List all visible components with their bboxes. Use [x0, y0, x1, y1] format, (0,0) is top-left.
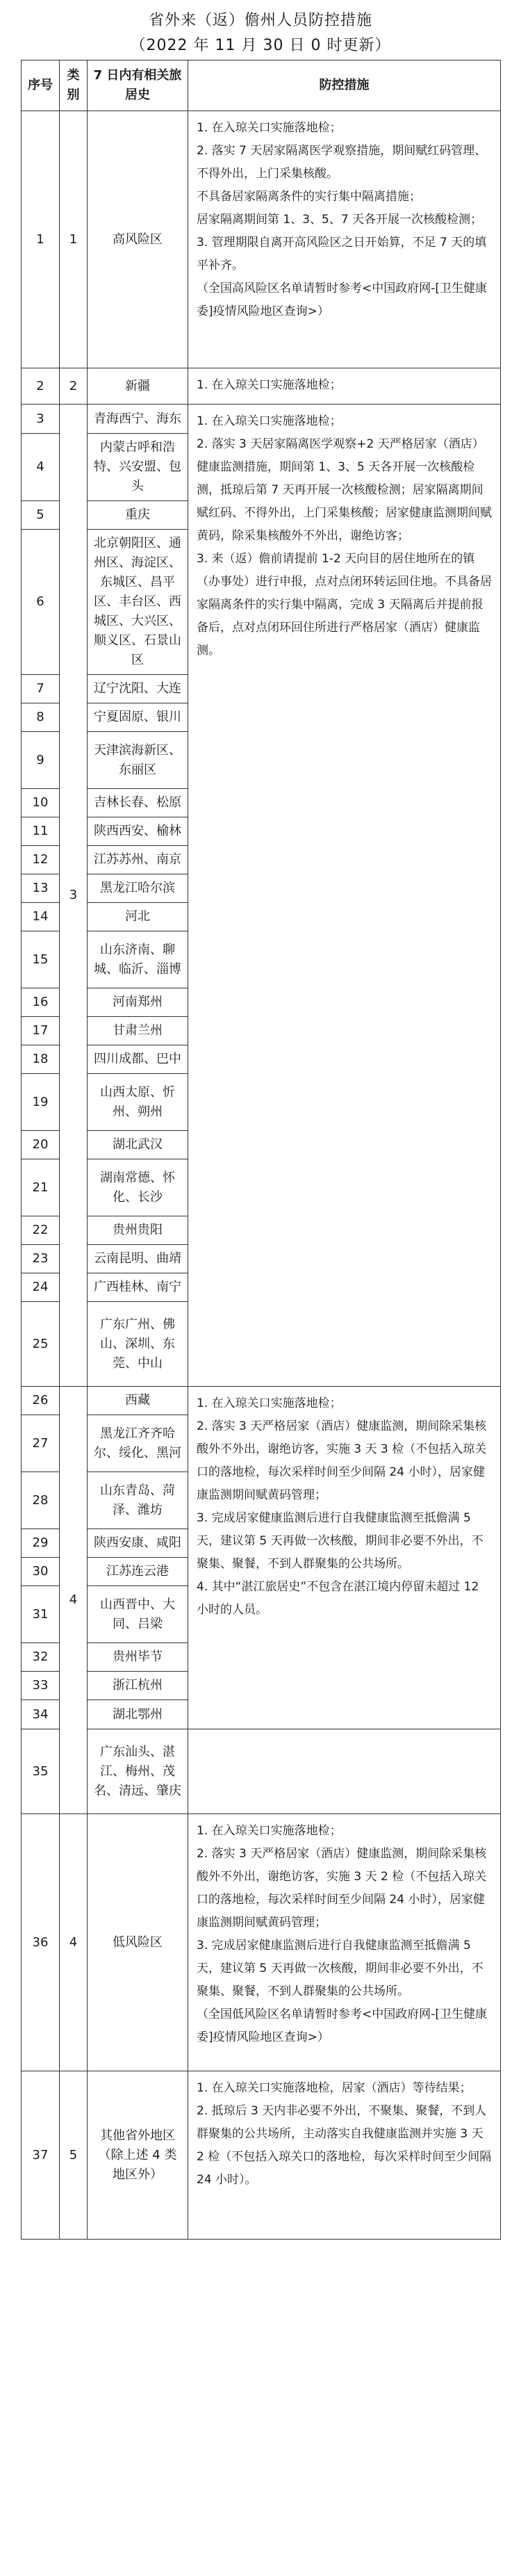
- travel-history-area: 天津滨海新区、东丽区: [88, 732, 188, 789]
- row-number: 8: [22, 703, 60, 732]
- travel-history-area: 山西晋中、大同、吕梁: [88, 1586, 188, 1643]
- row-number: 7: [22, 675, 60, 703]
- row-number: 18: [22, 1045, 60, 1074]
- travel-history-area: 山东济南、聊城、临沂、淄博: [88, 931, 188, 988]
- measure-line: （全国低风险区名单请暂时参考<中国政府网-[卫生健康委]疫情风险地区查询>）: [197, 2007, 488, 2044]
- row-number: 17: [22, 1017, 60, 1045]
- travel-history-area: 山东青岛、菏泽、潍坊: [88, 1472, 188, 1529]
- row-number: 33: [22, 1672, 60, 1700]
- travel-history-area: 河南郑州: [88, 988, 188, 1017]
- row-number: 4: [22, 434, 60, 501]
- travel-history-area: 甘肃兰州: [88, 1017, 188, 1045]
- travel-history-area: 四川成都、巴中: [88, 1045, 188, 1074]
- category-cell: 1: [60, 111, 88, 368]
- travel-history-area: 广西桂林、南宁: [88, 1273, 188, 1302]
- travel-history-area: 浙江杭州: [88, 1672, 188, 1700]
- header-travel-history: 7 日内有相关旅居史: [88, 60, 188, 111]
- header-measures: 防控措施: [188, 60, 501, 111]
- header-row: [22, 60, 501, 111]
- measure-line: 1. 在入琼关口实施落地检，居家（酒店）等待结果；: [197, 2081, 472, 2095]
- measure-line: 2. 落实 3 天居家隔离医学观察+2 天严格居家（酒店）健康监测措施，期间第 1、3、5 天各开展一次核酸检测，抵琼后第 7 天再开展一次核酸检测；居家隔离期间赋红码、不得外出，上门采集核酸；居家健康监测期间赋黄码，除采集核酸外不外出，谢绝访客；: [197, 437, 492, 543]
- travel-history-area: 其他省外地区（除上述 4 类地区外）: [88, 2071, 188, 2240]
- measure-line: 居家隔离期间第 1、3、5、7 天各开展一次核酸检测；: [197, 213, 483, 227]
- measures-cell: [188, 1814, 501, 2071]
- measure-line: 2. 落实 7 天居家隔离医学观察措施，期间赋红码管理、不得外出，上门采集核酸。: [197, 144, 487, 181]
- row-number: 32: [22, 1643, 60, 1672]
- row-number: 2: [22, 368, 60, 405]
- measure-line: 1. 在入琼关口实施落地检；: [197, 121, 342, 135]
- travel-history-area: 西藏: [88, 1387, 188, 1415]
- travel-history-area: 北京朝阳区、通州区、海淀区、东城区、昌平区、丰台区、西城区、大兴区、顺义区、石景山区: [88, 530, 188, 675]
- table-row: [22, 368, 501, 405]
- table-row: [22, 2071, 501, 2240]
- measure-line: 2. 落实 3 天严格居家（酒店）健康监测，期间除采集核酸外不外出，谢绝访客，实施 3 天 2 检（不包括入琼关口的落地检，每次采样时间至少间隔 24 小时），居家健康监测期间赋黄码管理；: [197, 1847, 487, 1930]
- row-number: 37: [22, 2071, 60, 2240]
- row-number: 23: [22, 1245, 60, 1273]
- measure-line: 1. 在入琼关口实施落地检；: [197, 1396, 342, 1410]
- table-row: [22, 1729, 501, 1814]
- row-number: 5: [22, 501, 60, 530]
- header-num: 序号: [22, 60, 60, 111]
- travel-history-area: 陕西西安、榆林: [88, 817, 188, 846]
- travel-history-area: 辽宁沈阳、大连: [88, 675, 188, 703]
- measure-line: 3. 管理期限自离开高风险区之日开始算，不足 7 天的填平补齐。: [197, 236, 487, 272]
- row-number: 9: [22, 732, 60, 789]
- category-cell: 4: [60, 1387, 88, 1814]
- travel-history-area: 低风险区: [88, 1814, 188, 2071]
- row-number: 31: [22, 1586, 60, 1643]
- row-number: 16: [22, 988, 60, 1017]
- measure-line: 1. 在入琼关口实施落地检；: [197, 1824, 342, 1838]
- table-row: [22, 1814, 501, 2071]
- row-number: 26: [22, 1387, 60, 1415]
- row-number: 19: [22, 1074, 60, 1131]
- row-number: 10: [22, 789, 60, 817]
- category-cell: 3: [60, 405, 88, 1387]
- row-number: 34: [22, 1700, 60, 1729]
- measure-line: 2. 落实 3 天严格居家（酒店）健康监测，期间除采集核酸外不外出，谢绝访客，实施 3 天 3 检（不包括入琼关口的落地检，每次采样时间至少间隔 24 小时），居家健康监测期间赋黄码管理；: [197, 1419, 487, 1502]
- row-number: 11: [22, 817, 60, 846]
- travel-history-area: 江苏连云港: [88, 1558, 188, 1586]
- travel-history-area: 河北: [88, 903, 188, 931]
- travel-history-area: 广东汕头、湛江、梅州、茂名、清远、肇庆: [88, 1729, 188, 1814]
- travel-history-area: 贵州贵阳: [88, 1216, 188, 1245]
- measure-line: 3. 完成居家健康监测后进行自我健康监测至抵儋满 5 天，建议第 5 天再做一次核酸，期间非必要不外出，不聚集、聚餐，不到人群聚集的公共场所。: [197, 1939, 483, 1998]
- measure-line: （全国高风险区名单请暂时参考<中国政府网-[卫生健康委]疫情风险地区查询>）: [197, 282, 488, 318]
- measure-line: 3. 来（返）儋前请提前 1-2 天向目的居住地所在的镇（办事处）进行申报，点对点闭环转运回住地。不具备居家隔离条件的实行集中隔离，完成 3 天隔离后并提前报备后，点对点闭环回住所进行严格居家（酒店）健康监测。: [197, 552, 492, 658]
- row-number: 20: [22, 1131, 60, 1159]
- travel-history-area: 云南昆明、曲靖: [88, 1245, 188, 1273]
- row-number: 1: [22, 111, 60, 368]
- document-title: 省外来（返）儋州人员防控措施: [148, 12, 372, 29]
- row-number: 27: [22, 1415, 60, 1472]
- travel-history-area: 新疆: [88, 368, 188, 405]
- row-number: 6: [22, 530, 60, 675]
- row-number: 30: [22, 1558, 60, 1586]
- category-cell: 4: [60, 1814, 88, 2071]
- travel-history-area: 湖北武汉: [88, 1131, 188, 1159]
- travel-history-area: 重庆: [88, 501, 188, 530]
- measure-line: 不具备居家隔离条件的实行集中隔离措施；: [197, 190, 421, 204]
- row-number: 12: [22, 846, 60, 874]
- row-number: 24: [22, 1273, 60, 1302]
- travel-history-area: 湖南常德、怀化、长沙: [88, 1159, 188, 1216]
- measures-cell: [188, 405, 501, 1387]
- travel-history-area: 黑龙江齐齐哈尔、绥化、黑河: [88, 1415, 188, 1472]
- measure-line: 4. 其中“湛江旅居史”不包含在湛江境内停留未超过 12 小时的人员。: [197, 1580, 479, 1617]
- travel-history-area: 湖北鄂州: [88, 1700, 188, 1729]
- travel-history-area: 江苏苏州、南京: [88, 846, 188, 874]
- measures-cell: [188, 2071, 501, 2240]
- measure-line: 1. 在入琼关口实施落地检；: [197, 378, 342, 392]
- travel-history-area: 陕西安康、咸阳: [88, 1529, 188, 1558]
- measures-cell: [188, 111, 501, 368]
- measure-line: 2. 抵琼后 3 天内非必要不外出，不聚集、聚餐，不到人群聚集的公共场所，主动落实自我健康监测并实施 3 天 2 检（不包括入琼关口的落地检，每次采样时间至少间隔 24 小时）。: [197, 2104, 492, 2187]
- travel-history-area: 吉林长春、松原: [88, 789, 188, 817]
- travel-history-area: 青海西宁、海东: [88, 405, 188, 434]
- category-cell: 2: [60, 368, 88, 405]
- measure-line: 3. 完成居家健康监测后进行自我健康监测至抵儋满 5 天，建议第 5 天再做一次核酸，期间非必要不外出，不聚集、聚餐，不到人群聚集的公共场所。: [197, 1511, 483, 1571]
- header-category: 类别: [60, 60, 88, 111]
- measures-table: [21, 60, 501, 2240]
- row-number: 25: [22, 1302, 60, 1387]
- row-number: 35: [22, 1729, 60, 1814]
- measures-cell: [188, 1729, 501, 1814]
- table-row: [22, 405, 501, 434]
- table-row: [22, 1387, 501, 1415]
- document-subtitle: （2022 年 11 月 30 日 0 时更新）: [130, 37, 391, 54]
- travel-history-area: 广东广州、佛山、深圳、东莞、中山: [88, 1302, 188, 1387]
- row-number: 21: [22, 1159, 60, 1216]
- row-number: 3: [22, 405, 60, 434]
- row-number: 22: [22, 1216, 60, 1245]
- travel-history-area: 高风险区: [88, 111, 188, 368]
- travel-history-area: 黑龙江哈尔滨: [88, 874, 188, 903]
- row-number: 29: [22, 1529, 60, 1558]
- row-number: 36: [22, 1814, 60, 2071]
- row-number: 14: [22, 903, 60, 931]
- travel-history-area: 内蒙古呼和浩特、兴安盟、包头: [88, 434, 188, 501]
- travel-history-area: 山西太原、忻州、朔州: [88, 1074, 188, 1131]
- row-number: 13: [22, 874, 60, 903]
- travel-history-area: 宁夏固原、银川: [88, 703, 188, 732]
- measures-cell: [188, 368, 501, 405]
- travel-history-area: 贵州毕节: [88, 1643, 188, 1672]
- measures-cell: [188, 1387, 501, 1729]
- row-number: 15: [22, 931, 60, 988]
- measure-line: 1. 在入琼关口实施落地检；: [197, 414, 342, 428]
- category-cell: 5: [60, 2071, 88, 2240]
- table-row: [22, 111, 501, 368]
- row-number: 28: [22, 1472, 60, 1529]
